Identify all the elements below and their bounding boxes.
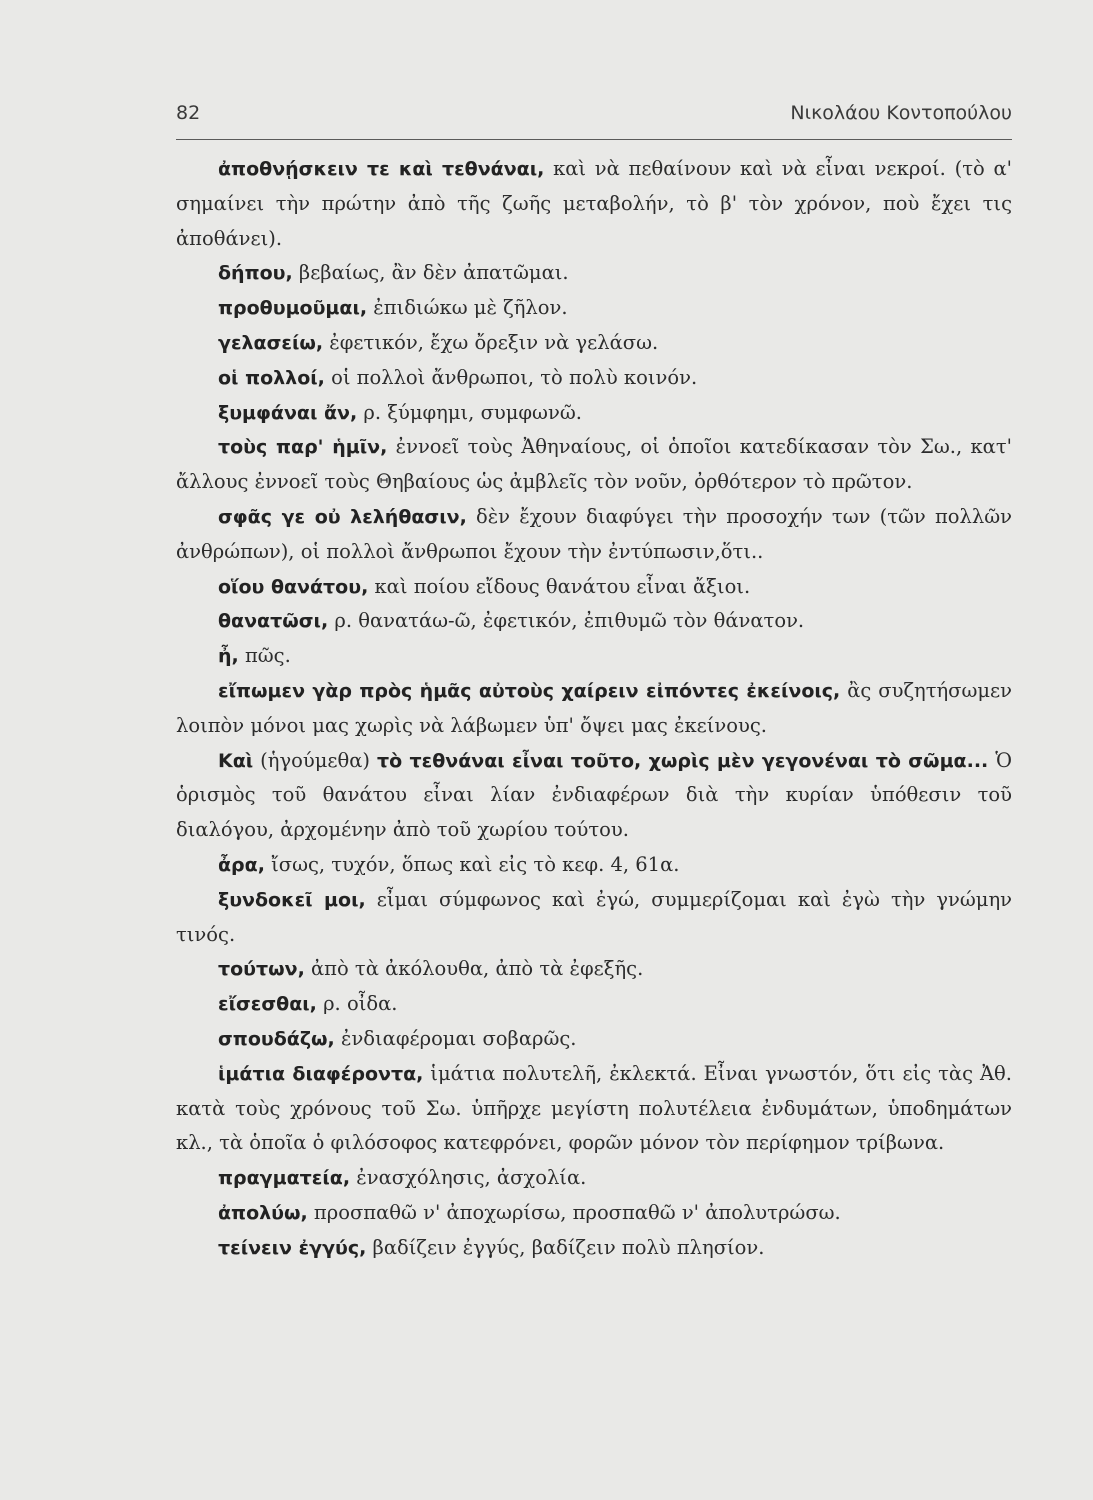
gloss: ἂς συζητήσωμεν λοιπὸν μόνοι μας χωρὶς νὰ λάβωμεν ὑπ' ὄψει μας ἐκείνους. [176,678,1013,737]
lemma: εἴπωμεν γὰρ πρὸς ἡμᾶς αὐτοὺς χαίρειν εἰπόντες ἐκείνοις, [218,679,841,702]
glossary-entry [176,604,1012,639]
glossary-entry [176,744,1012,848]
header-rule [176,139,1012,140]
lemma: εἴσεσθαι, [218,993,317,1016]
gloss: ρ. θανατάω-ῶ, ἐφετικόν, ἐπιθυμῶ τὸν θάνατον. [328,609,805,633]
glossary-entry [176,883,1012,953]
gloss: ἐνδιαφέρομαι σοβαρῶς. [334,1026,577,1050]
lemma: δήπου, [218,262,293,285]
lemma: θανατῶσι, [218,610,329,633]
glossary-entry [176,291,1012,326]
gloss: πῶς. [238,644,291,668]
page-header [176,100,1012,134]
glossary-entry [176,152,1012,256]
glossary-entry [176,1161,1012,1196]
lemma: ἆρα, [218,853,265,876]
lemma: ἦ, [218,645,239,668]
glossary-entry [176,570,1012,605]
glossary-entry [176,1231,1012,1266]
glossary-entry [176,361,1012,396]
glossary-entry [176,639,1012,674]
gloss: ἐνασχόλησις, ἀσχολία. [350,1166,587,1190]
lemma: οἵου θανάτου, [218,575,369,598]
glossary-entry [176,848,1012,883]
lemma: προθυμοῦμαι, [218,297,368,320]
gloss: ἐννοεῖ τοὺς Ἀθηναίους, οἱ ὁποῖοι κατεδίκασαν τὸν Σω., κατ' ἄλλους ἐννοεῖ τοὺς Θηβαίους ὡς ἀμβλεῖς τὸν νοῦν, ὀρθότερον τὸ πρῶτον. [176,435,1012,494]
gloss: ρ. ξύμφημι, συμφωνῶ. [357,400,582,424]
running-head: Νικολάου Κοντοπούλου [790,102,1012,124]
glossary-entry [176,1057,1012,1161]
glossary-entry [176,396,1012,431]
lemma: σφᾶς γε οὐ λελήθασιν, [218,505,467,528]
lemma: τείνειν ἐγγύς, [218,1236,367,1259]
gloss: ἴσως, τυχόν, ὅπως καὶ εἰς τὸ κεφ. 4, 61α. [264,852,680,876]
lemma: σπουδάζω, [218,1027,335,1050]
lemma: ἀποθνῄσκειν τε καὶ τεθνάναι, [218,158,545,180]
lemma: ξυμφάναι ἄν, [218,401,358,424]
lemma: πραγματεία, [218,1167,351,1190]
lemma: ἱμάτια διαφέροντα, [218,1062,424,1085]
gloss: ἱμάτια πολυτελῆ, ἐκλεκτά. Εἶναι γνωστόν, ὅτι εἰς τὰς Ἀθ. κατὰ τοὺς χρόνους τοῦ Σω. ὑπῆρχε μεγίστη πολυτέλεια ἐνδυμάτων, ὑποδημάτων κλ., τὰ ὁποῖα ὁ φιλόσοφος κατεφρόνει, φορῶν μόνον τὸν περίφημον τρίβωνα. [176,1061,1012,1155]
gloss: εἶμαι σύμφωνος καὶ ἐγώ, συμμερίζομαι καὶ ἐγὼ τὴν γνώμην τινός. [176,887,1012,946]
lemma: οἱ πολλοί, [218,366,325,389]
gloss: βαδίζειν ἐγγύς, βαδίζειν πολὺ πλησίον. [366,1235,765,1259]
glossary-entry [176,674,1012,744]
lemma: τὸ τεθνάναι εἶναι τοῦτο, χωρὶς μὲν γεγονέναι τὸ σῶμα... [376,749,989,772]
glossary-entry [176,326,1012,361]
gloss: οἱ πολλοὶ ἄνθρωποι, τὸ πολὺ κοινόν. [324,365,698,389]
lemma: τούτων, [218,958,305,981]
glossary-entry [176,1022,1012,1057]
gloss: βεβαίως, ἂν δὲν ἀπατῶμαι. [292,261,569,285]
lemma: γελασείω, [218,331,324,354]
lemma: ἀπολύω, [218,1201,308,1224]
lemma: ξυνδοκεῖ μοι, [218,888,366,911]
gloss: καὶ ποίου εἴδους θανάτου εἶναι ἄξιοι. [368,574,751,598]
gloss: ἀπὸ τὰ ἀκόλουθα, ἀπὸ τὰ ἐφεξῆς. [304,957,644,981]
gloss: Ὁ ὁρισμὸς τοῦ θανάτου εἶναι λίαν ἐνδιαφέρων διὰ τὴν κυρίαν ὑπόθεσιν τοῦ διαλόγου, ἀρχομένην ἀπὸ τοῦ χωρίου τούτου. [176,748,1012,842]
gloss: δὲν ἔχουν διαφύγει τὴν προσοχήν των (τῶν πολλῶν ἀνθρώπων), οἱ πολλοὶ ἄνθρωποι ἔχουν τὴν ἐντύπωσιν,ὅτι.. [176,504,1012,563]
glossary-entry [176,952,1012,987]
lemma: Καὶ [218,749,254,772]
page-number: 82 [176,102,201,124]
glossary-entry [176,987,1012,1022]
gloss: (ἡγούμεθα) [253,748,377,772]
gloss: ἐφετικόν, ἔχω ὄρεξιν νὰ γελάσω. [323,330,659,354]
lemma: τοὺς παρ' ἡμῖν, [218,436,388,459]
gloss: καὶ νὰ πεθαίνουν καὶ νὰ εἶναι νεκροί. (τὸ α' σημαίνει τὴν πρώτην ἀπὸ τῆς ζωῆς μεταβολήν, τὸ β' τὸν χρόνον, ποὺ ἔχει τις ἀποθάνει). [176,157,1012,250]
gloss: προσπαθῶ ν' ἀποχωρίσω, προσπαθῶ ν' ἀπολυτρώσω. [307,1200,841,1224]
glossary-entry [176,256,1012,291]
gloss: ἐπιδιώκω μὲ ζῆλον. [367,296,568,320]
glossary-entry [176,1196,1012,1231]
glossary-entry [176,500,1012,570]
gloss: ρ. οἶδα. [316,992,398,1016]
glossary-entry [176,430,1012,500]
body-text [176,152,1012,1266]
